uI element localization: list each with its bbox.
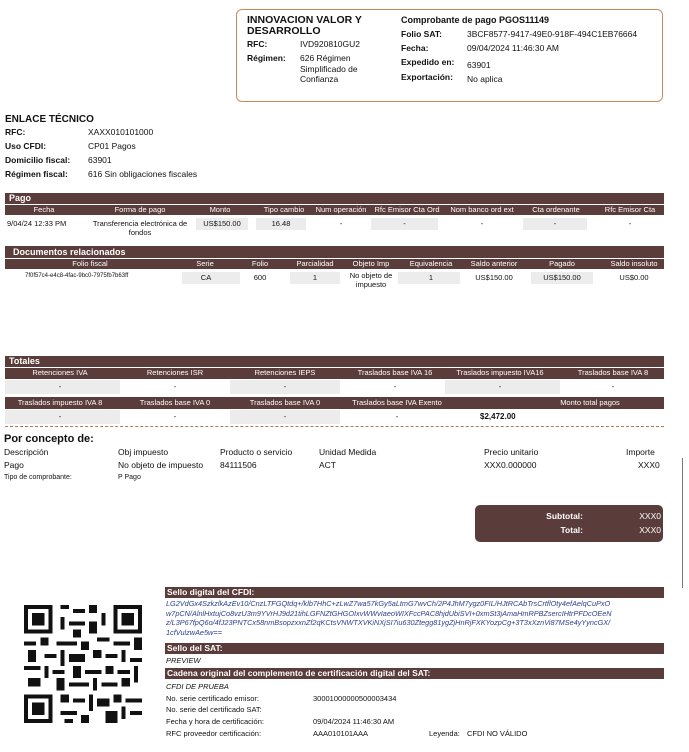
leyenda-label: Leyenda: — [429, 729, 460, 738]
sello-sat-title: Sello del SAT: — [165, 643, 664, 654]
sello-cfdi-line2: w7pCN/AlnlHxtujCo8vzU3m9YVrHJ9d21tihLGFNZtGHGOIxvWWvIaeoWIXFccPAC8hjdUbiSVI+0xmSt3jAmaHmRPBZsercIHtrPFDcOEeN — [166, 608, 612, 618]
sello-cfdi-title: Sello digital del CFDI: — [165, 587, 664, 598]
pago-num-operacion: - — [339, 219, 343, 228]
pago-title: Pago — [5, 193, 664, 204]
pago-header-row — [5, 205, 664, 215]
doc-objeto-imp — [345, 271, 397, 289]
cert-emisor: 30001000000500003434 — [313, 694, 397, 703]
tot-col-tras-base-16: Traslados base IVA 16 — [357, 368, 433, 377]
leyenda: CFDI NO VÁLIDO — [467, 729, 528, 738]
doc-col-objeto-imp: Objeto Imp — [352, 259, 390, 268]
tot-tras-base-exento: - — [395, 412, 399, 421]
pago-fecha: 9/04/24 12:33 PM — [7, 219, 67, 228]
fecha-label: Fecha: — [401, 43, 429, 53]
issuer-name-line1: INNOVACION VALOR Y — [247, 14, 362, 26]
documentos-row — [5, 273, 664, 295]
concepto-col-obj-impuesto: Obj impuesto — [118, 447, 169, 457]
uso-cfdi-label: Uso CFDI: — [5, 141, 47, 151]
tot-ret-iva: - — [58, 382, 62, 391]
pago-col-monto: Monto — [209, 205, 231, 214]
concepto-col-unidad: Unidad Medida — [319, 447, 377, 457]
pago-rfc-emisor-ord: - — [403, 219, 406, 228]
folio-label: Folio SAT: — [401, 29, 442, 39]
sello-cfdi-line4: 1cfVulzwAe5w== — [166, 627, 222, 637]
documentos-header-row — [5, 259, 664, 269]
doc-col-saldo-anterior: Saldo anterior — [470, 259, 518, 268]
domicilio-label: Domicilio fiscal: — [5, 155, 71, 165]
doc-serie: CA — [200, 273, 212, 282]
pago-col-fecha: Fecha — [33, 205, 55, 214]
concepto-obj-impuesto: No objeto de impuesto — [118, 460, 204, 470]
pago-col-forma: Forma de pago — [114, 205, 166, 214]
tot-tras-base-0-a: - — [173, 412, 177, 421]
pago-row — [5, 219, 664, 239]
pago-col-cta-ordenante: Cta ordenante — [532, 205, 580, 214]
tot-monto-total: $2,472.00 — [480, 412, 516, 421]
doc-col-pagado: Pagado — [549, 259, 575, 268]
tot-col-ret-iva: Retenciones IVA — [32, 368, 88, 377]
expedido-label: Expedido en: — [401, 57, 455, 67]
concepto-precio: XXX0.000000 — [484, 460, 537, 470]
tot-col-tras-base-exento: Traslados base IVA Exento — [352, 398, 442, 407]
qr-code-icon — [24, 605, 142, 723]
totales-header-row-2 — [5, 397, 664, 409]
tipo-comprobante-value: P Pago — [118, 474, 141, 481]
tot-col-tras-imp-16: Traslados impuesto IVA16 — [456, 368, 544, 377]
doc-saldo-insoluto: US$0.00 — [619, 273, 649, 282]
concepto-col-importe: Importe — [626, 447, 655, 457]
tot-ret-isr: - — [173, 382, 177, 391]
doc-parcialidad: 1 — [312, 273, 318, 282]
cert-sat-label: No. serie del certificado SAT: — [166, 705, 262, 714]
total-value: XXX0 — [639, 525, 661, 535]
pago-rfc-emisor-cta: - — [628, 219, 632, 228]
pago-col-tipo-cambio: Tipo cambio — [263, 205, 305, 214]
right-rule — [682, 458, 683, 588]
doc-pagado: US$150.00 — [543, 273, 581, 282]
uso-cfdi: CP01 Pagos — [88, 141, 136, 151]
tot-tras-imp-16: - — [498, 382, 502, 391]
sello-sat: PREVIEW — [166, 656, 201, 665]
doc-col-serie: Serie — [196, 259, 214, 268]
pago-cta-ordenante: - — [553, 219, 557, 228]
fecha-cert: 09/04/2024 11:46:30 AM — [313, 717, 395, 726]
voucher-title: Comprobante de pago PGOS11149 — [401, 15, 550, 25]
tot-col-tras-imp-8: Traslados impuesto IVA 8 — [17, 398, 103, 407]
fecha-cert-label: Fecha y hora de certificación: — [166, 717, 264, 726]
sello-cfdi-line1: LG2VdGx4SzkzlkAzEv10/CnzLTFGQtdq+/klb7HhC+zLwZ7wa57kGy5aLtmG7wvCh/2P4JhM7ygz0FIL/HJtRCAbTrsCrtflOty4efAelqCuPxO — [166, 599, 611, 608]
receiver-rfc-label: RFC: — [5, 127, 26, 137]
tot-tras-base-0-b: - — [283, 412, 287, 421]
totales-values-row-2 — [5, 410, 664, 424]
doc-col-equivalencia: Equivalencia — [409, 259, 453, 268]
pago-col-rfc-emisor-cta: Rfc Emisor Cta — [604, 205, 656, 214]
tot-col-tras-base-0-a: Traslados base IVA 0 — [139, 398, 211, 407]
doc-col-saldo-insoluto: Saldo insoluto — [610, 259, 658, 268]
issuer-rfc-label: RFC: — [247, 39, 268, 49]
fecha-value: 09/04/2024 11:46:30 AM — [467, 43, 560, 53]
total-label: Total: — [560, 525, 583, 535]
pago-col-nom-banco: Nom banco ord ext — [450, 205, 514, 214]
concepto-unidad: ACT — [319, 460, 336, 470]
rfc-prov-label: RFC proveedor certificación: — [166, 729, 262, 738]
doc-col-folio-fiscal: Folio fiscal — [72, 259, 108, 268]
pago-forma-line1: Transferencia electrónica de — [92, 219, 188, 228]
concepto-col-producto: Producto o servicio — [220, 447, 293, 457]
sello-cfdi — [166, 599, 664, 637]
doc-equivalencia: 1 — [428, 273, 434, 282]
doc-col-folio: Folio — [251, 259, 269, 268]
tot-tras-imp-8: - — [58, 412, 62, 421]
tot-col-tras-base-8: Traslados base IVA 8 — [577, 368, 649, 377]
doc-folio-fiscal: 7f0f57c4-e4c8-4fac-9bc0-7975fb7b63ff — [25, 273, 129, 279]
divider — [5, 426, 664, 427]
pago-col-rfc-emisor-ord: Rfc Emisor Cta Ord — [374, 205, 440, 214]
doc-objeto-line1: No objeto de — [349, 271, 393, 280]
concepto-producto: 84111506 — [220, 460, 257, 470]
totales-values-row-1 — [5, 380, 664, 394]
doc-objeto-line2: impuesto — [355, 280, 387, 289]
tot-ret-ieps: - — [283, 382, 287, 391]
tot-col-tras-base-0-b: Traslados base IVA 0 — [249, 398, 321, 407]
regimen-fiscal: 616 Sin obligaciones fiscales — [88, 169, 198, 179]
pago-monto: US$150.00 — [203, 219, 241, 228]
doc-col-parcialidad: Parcialidad — [296, 259, 334, 268]
totales-title: Totales — [5, 356, 664, 367]
cadena-title: Cadena original del complemento de certificación digital del SAT: — [165, 668, 664, 679]
exportacion-label: Exportación: — [401, 72, 453, 82]
subtotal-label: Subtotal: — [546, 511, 583, 521]
concepto-col-precio: Precio unitario — [484, 447, 539, 457]
tot-col-ret-ieps: Retenciones IEPS — [254, 368, 316, 377]
receiver-rfc: XAXX010101000 — [88, 127, 154, 137]
cadena-value: CFDI DE PRUEBA — [166, 682, 229, 691]
issuer-regimen-line2: Simplificado de — [300, 63, 358, 74]
cert-emisor-label: No. serie certificado emisor: — [166, 694, 259, 703]
sello-cfdi-line3: z/L3P67fpQ6o/4fJ23PNTCx58nmBsopzxxnZf2qKCtsVNWTXVKiNXjSI7iu630Ztegg81ygZjHnRjFXKYozpCg+3T3xXznVi87MSe4yYyncGX/ — [166, 618, 611, 627]
issuer-rfc: IVD920810GU2 — [300, 39, 361, 49]
totales-header-row-1 — [5, 368, 664, 379]
issuer-regimen — [300, 53, 358, 85]
pago-forma-line2: fondos — [128, 228, 152, 237]
expedido-value: 63901 — [467, 60, 491, 70]
issuer-name — [247, 15, 362, 37]
regimen-fiscal-label: Régimen fiscal: — [5, 169, 68, 179]
folio-sat: 3BCF8577-9417-49E0-918F-494C1EB76664 — [467, 29, 638, 39]
doc-folio: 600 — [253, 273, 267, 282]
doc-saldo-anterior: US$150.00 — [475, 273, 513, 282]
pago-col-num-operacion: Num operación — [315, 205, 367, 214]
tipo-comprobante-label: Tipo de comprobante: — [4, 474, 72, 481]
tot-tras-base-8: - — [611, 382, 615, 391]
concepto-title: Por concepto de: — [4, 433, 94, 445]
pago-forma — [85, 219, 195, 237]
tot-tras-base-16: - — [393, 382, 397, 391]
issuer-regimen-label: Régimen: — [247, 53, 286, 63]
exportacion-value: No aplica — [467, 74, 503, 84]
receiver-name: ENLACE TÉCNICO — [5, 114, 94, 125]
issuer-name-line2: DESARROLLO — [247, 25, 321, 37]
rfc-prov: AAA010101AAA — [313, 729, 369, 738]
concepto-importe: XXX0 — [638, 460, 660, 470]
domicilio: 63901 — [88, 155, 112, 165]
concepto-descripcion: Pago — [4, 460, 24, 470]
pago-nom-banco: - — [480, 219, 484, 228]
subtotal-value: XXX0 — [639, 511, 661, 521]
issuer-regimen-line3: Confianza — [300, 74, 339, 84]
tot-col-ret-isr: Retenciones ISR — [146, 368, 204, 377]
tot-col-monto-total: Monto total pagos — [560, 398, 620, 407]
issuer-regimen-line1: 626 Régimen — [300, 53, 351, 63]
documentos-title: Documentos relacionados — [5, 246, 664, 258]
concepto-col-descripcion: Descripción — [4, 447, 49, 457]
pago-tipo-cambio: 16.48 — [271, 219, 291, 228]
